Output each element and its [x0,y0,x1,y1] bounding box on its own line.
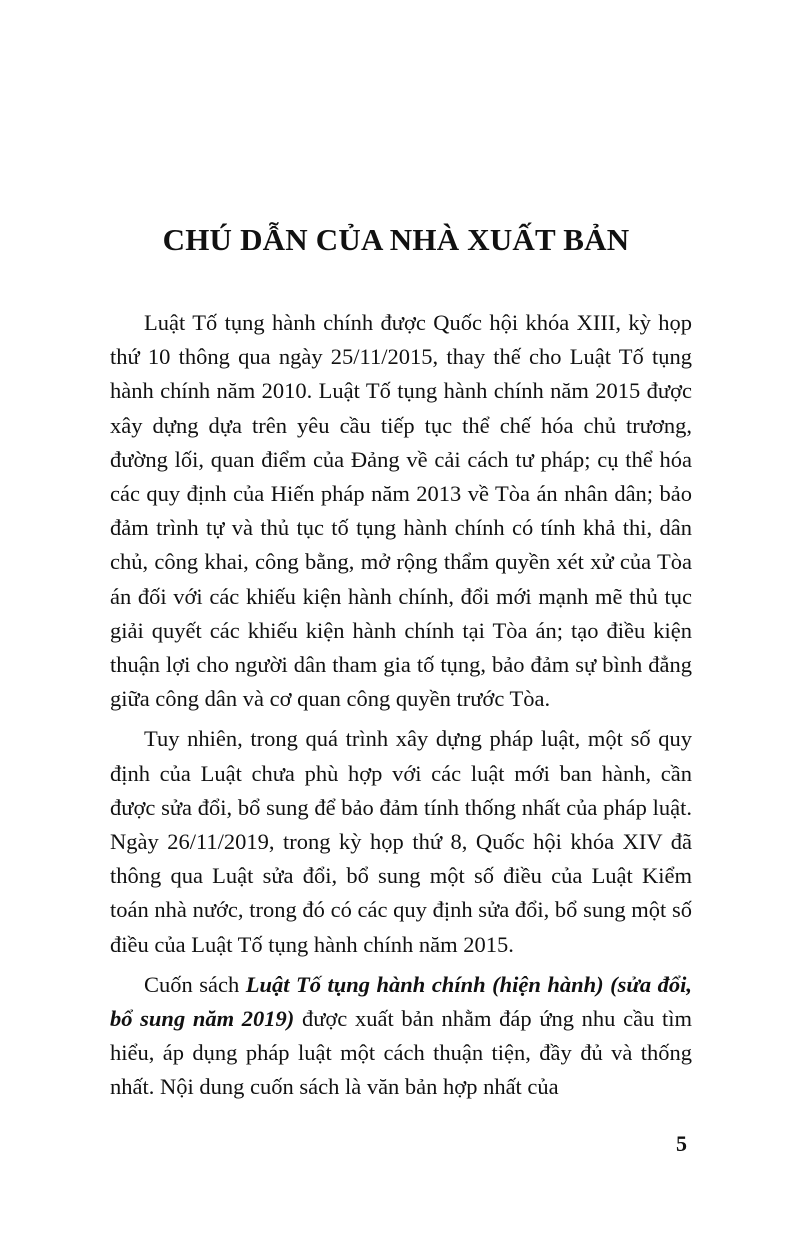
body-text [110,306,692,1111]
page-number: 5 [676,1131,687,1156]
paragraph-3 [110,968,692,1105]
paragraph-1: Luật Tố tụng hành chính được Quốc hội khóa XIII, kỳ họp thứ 10 thông qua ngày 25/11/2015, thay thế cho Luật Tố tụng hành chính năm 2010. Luật Tố tụng hành chính năm 2015 được xây dựng dựa trên yêu cầu tiếp tục thể chế hóa chủ trương, đường lối, quan điểm của Đảng về cải cách tư pháp; cụ thể hóa các quy định của Hiến pháp năm 2013 về Tòa án nhân dân; bảo đảm trình tự và thủ tục tố tụng hành chính có tính khả thi, dân chủ, công khai, công bằng, mở rộng thẩm quyền xét xử của Tòa án đối với các khiếu kiện hành chính, đổi mới mạnh mẽ thủ tục giải quyết các khiếu kiện hành chính tại Tòa án; tạo điều kiện thuận lợi cho người dân tham gia tố tụng, bảo đảm sự bình đẳng giữa công dân và cơ quan công quyền trước Tòa. [110,310,692,712]
paragraph-3-suffix: được xuất bản nhằm đáp ứng nhu cầu tìm hiểu, áp dụng pháp luật một cách thuận tiện, đầy đủ và thống nhất. Nội dung cuốn sách là văn bản hợp nhất của [110,1006,692,1100]
paragraph-3-prefix: Cuốn sách [144,971,246,997]
paragraph-2: Tuy nhiên, trong quá trình xây dựng pháp luật, một số quy định của Luật chưa phù hợp với các luật mới ban hành, cần được sửa đổi, bổ sung để bảo đảm tính thống nhất của pháp luật. Ngày 26/11/2019, trong kỳ họp thứ 8, Quốc hội khóa XIV đã thông qua Luật sửa đổi, bổ sung một số điều của Luật Kiểm toán nhà nước, trong đó có các quy định sửa đổi, bổ sung một số điều của Luật Tố tụng hành chính năm 2015. [110,726,692,957]
book-title: Luật Tố tụng hành chính (hiện hành) (sửa đổi, bổ sung năm 2019) [110,971,692,1032]
page-title: CHÚ DẪN CỦA NHÀ XUẤT BẢN [162,222,630,257]
